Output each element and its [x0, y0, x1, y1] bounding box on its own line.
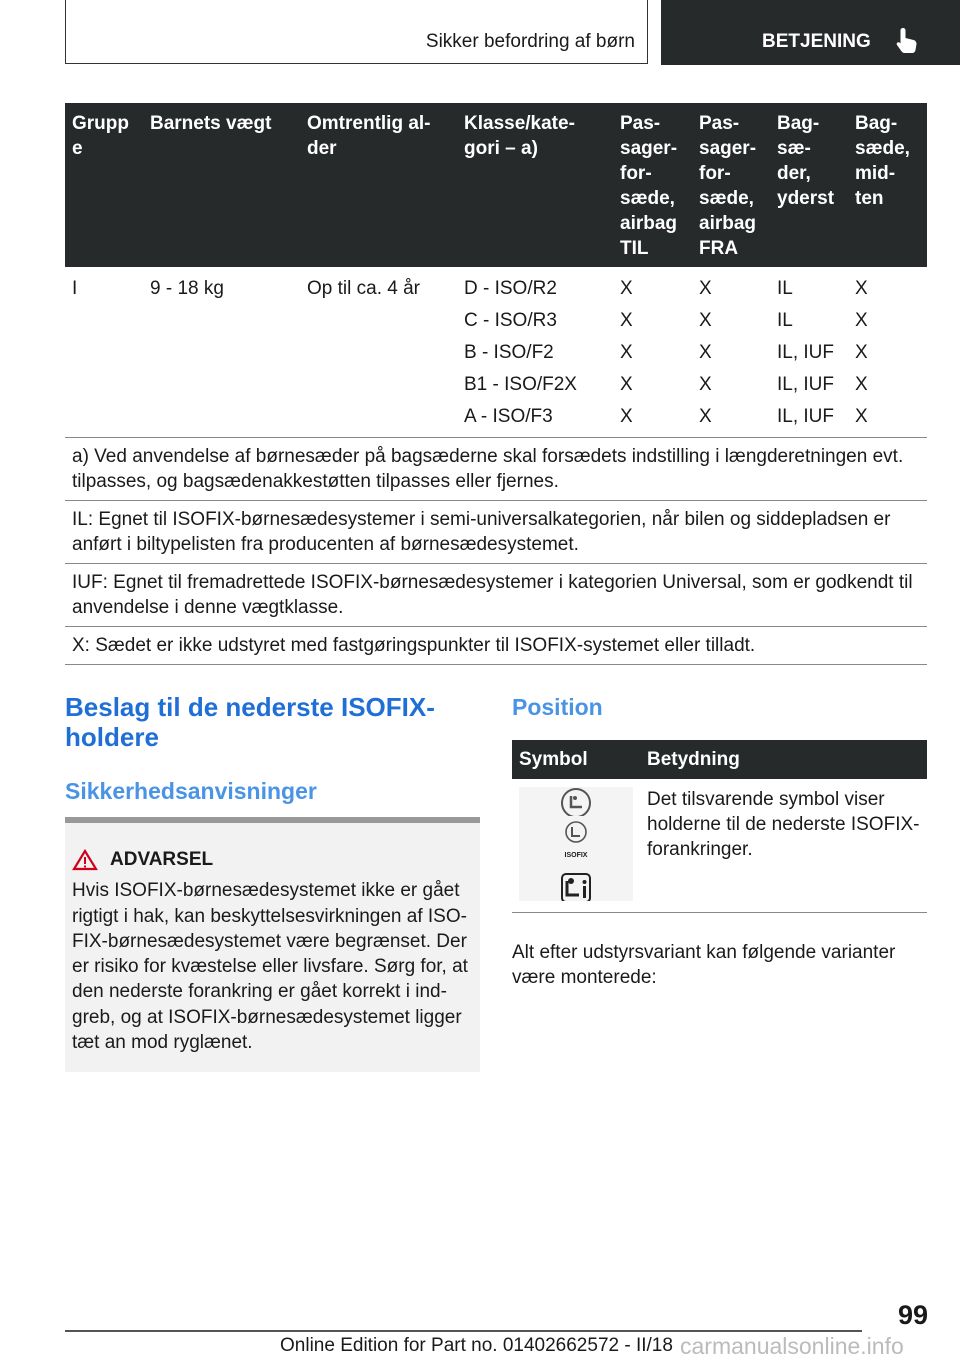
note-row — [65, 564, 927, 627]
col-header: Pas- sager- for- sæde, airbag FRA — [692, 103, 770, 267]
table-cell: B1 - ISO/F2X — [464, 374, 577, 395]
table-cell: IL, IUF — [777, 374, 835, 395]
warning-text: Hvis ISOFIX-børnesædesystemet ikke er gået rigtigt i hak, kan beskyttelsesvirkningen af ISOFIX-børnesædesystemet være begrænset. Der er risiko for kvæstelse eller livsfare. Sørg for, at den nederste forankring er gået korrekt i indgreb, og at ISOFIX-børnesædesystemet ligger tæt an mod ryglænet. — [72, 880, 468, 1054]
table-cell: 9 - 18 kg — [150, 278, 224, 299]
table-header-row — [65, 103, 927, 267]
subsection-heading: Sikkerhedsanvisninger — [65, 778, 317, 804]
warning-box — [65, 817, 480, 1072]
table-cell: IL — [777, 310, 793, 331]
table-cell: X — [699, 406, 712, 427]
chapter-tab[interactable] — [661, 0, 960, 65]
pointing-hand-icon — [895, 26, 921, 54]
table-cell — [143, 305, 300, 337]
table-cell: X — [620, 342, 633, 363]
table-cell — [65, 369, 143, 401]
watermark: carmanualsonline.info — [680, 1333, 904, 1359]
col-header: Pas- sager- for- sæde, airbag TIL — [613, 103, 692, 267]
position-heading: Position — [512, 694, 603, 720]
table-cell: X — [699, 310, 712, 331]
note-text: X: Sædet er ikke udstyret med fastgøringspunkter til ISOFIX-systemet eller tilladt. — [65, 627, 927, 665]
table-cell — [65, 305, 143, 337]
section-heading: Beslag til de nederste ISOFIX-holdere — [65, 692, 435, 752]
table-cell: X — [855, 342, 868, 363]
table-row — [65, 267, 927, 305]
symbol-meaning: Det tilsvarende symbol viser holderne til de nederste ISOFIX-forankringer. — [640, 779, 927, 913]
child-seat-info-icon — [560, 872, 592, 901]
isofix-symbols — [519, 787, 633, 901]
note-text: IL: Egnet til ISOFIX-børnesædesystemer i semi-universalkategorien, når bilen og siddepladsen er anført i biltypelisten fra producenten af børnesædesystemet. — [65, 501, 927, 564]
table-row — [65, 401, 927, 438]
isofix-label: ISOFIX — [564, 851, 588, 859]
table-cell: Op til ca. 4 år — [307, 278, 420, 299]
table-row — [65, 305, 927, 337]
table-cell — [143, 401, 300, 438]
table-cell: I — [72, 278, 78, 299]
table-cell — [300, 369, 457, 401]
note-row — [65, 438, 927, 501]
col-header: Klasse/kate- gori – a) — [457, 103, 613, 267]
warning-label: ADVARSEL — [110, 849, 214, 870]
col-header: Symbol — [512, 740, 640, 779]
table-cell: X — [620, 406, 633, 427]
table-cell — [65, 401, 143, 438]
table-cell: IL, IUF — [777, 342, 835, 363]
col-header: Bag- sæ- der, yderst — [770, 103, 848, 267]
col-header: Betydning — [640, 740, 927, 779]
table-cell: X — [620, 278, 633, 299]
table-cell: X — [699, 278, 712, 299]
table-cell: X — [855, 406, 868, 427]
table-row — [512, 779, 927, 913]
col-header: Barnets vægt — [143, 103, 300, 267]
footer — [65, 1330, 904, 1359]
table-cell: A - ISO/F3 — [464, 406, 553, 427]
note-text: a) Ved anvendelse af børnesæder på bagsæderne skal forsædets indstilling i længderetningen evt. tilpasses, og bagsædenakkestøtten tilpasses eller fjernes. — [65, 438, 927, 501]
table-cell: C - ISO/R3 — [464, 310, 557, 331]
table-row — [65, 337, 927, 369]
col-header: Omtrentlig al- der — [300, 103, 457, 267]
table-cell: X — [699, 374, 712, 395]
table-cell — [300, 337, 457, 369]
isofix-table — [65, 103, 927, 665]
table-cell: X — [855, 310, 868, 331]
table-cell: D - ISO/R2 — [464, 278, 557, 299]
warning-triangle-icon — [72, 849, 98, 871]
symbol-table — [512, 740, 927, 913]
isofix-circle-icon — [564, 820, 588, 842]
section-header — [65, 0, 648, 64]
section-title: Sikker befordring af børn — [425, 31, 635, 52]
table-cell: X — [855, 374, 868, 395]
edition-text: Online Edition for Part no. 01402662572 - II/18 — [280, 1335, 673, 1356]
table-cell — [143, 337, 300, 369]
table-cell: X — [699, 342, 712, 363]
chapter-title: BETJENING — [762, 31, 871, 52]
body-text: Alt efter udstyrsvariant kan følgende varianter være monterede: — [512, 942, 896, 988]
note-row — [65, 501, 927, 564]
page-number: 99 — [897, 1300, 928, 1330]
note-row — [65, 627, 927, 665]
table-cell — [300, 401, 457, 438]
table-cell — [143, 369, 300, 401]
table-cell — [300, 305, 457, 337]
table-cell: IL — [777, 278, 793, 299]
table-row — [65, 369, 927, 401]
table-cell: X — [855, 278, 868, 299]
col-header: Grupp e — [65, 103, 143, 267]
table-cell: B - ISO/F2 — [464, 342, 554, 363]
table-cell: IL, IUF — [777, 406, 835, 427]
child-seat-circle-icon — [560, 787, 592, 816]
table-cell: X — [620, 310, 633, 331]
table-cell: X — [620, 374, 633, 395]
note-text: IUF: Egnet til fremadrettede ISOFIX-børnesædesystemer i kategorien Universal, som er godkendt til anvendelse i denne vægtklasse. — [65, 564, 927, 627]
table-cell — [65, 337, 143, 369]
col-header: Bag- sæde, mid- ten — [848, 103, 927, 267]
